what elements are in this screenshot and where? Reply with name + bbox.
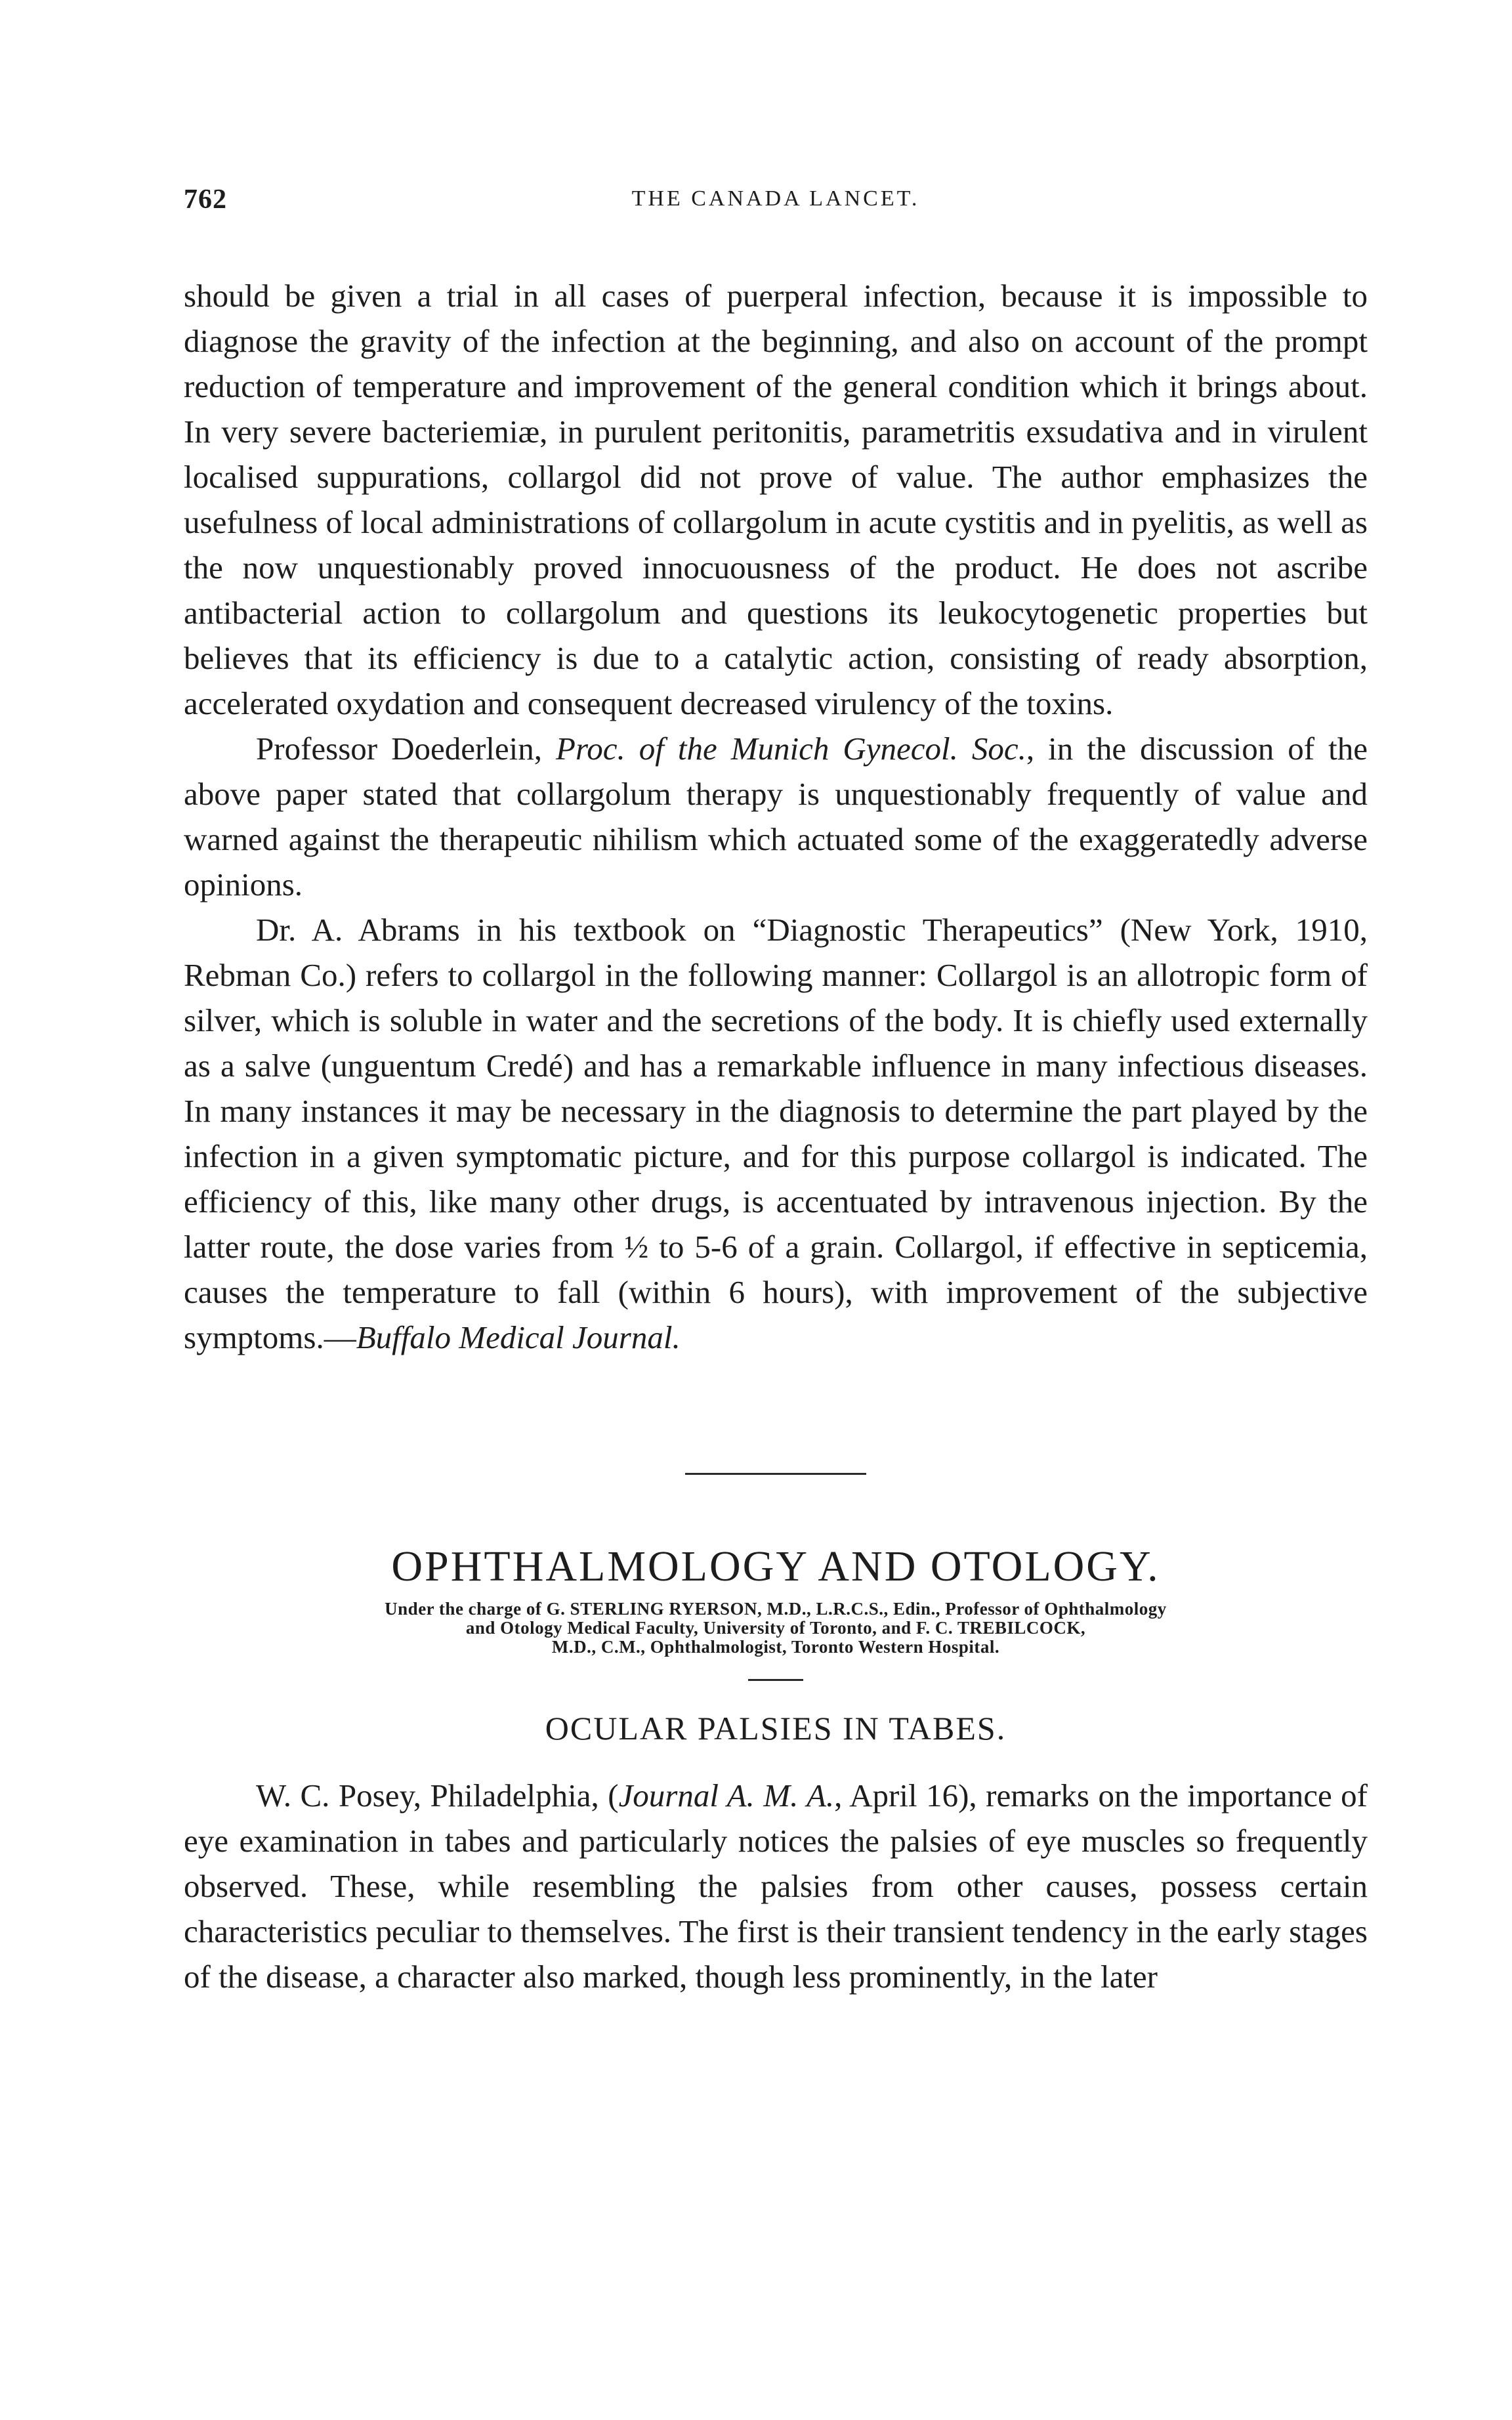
paragraph-collargol-continued: should be given a trial in all cases of puerperal infection, because it is impossible to diagnose the gravity of the infection at the beginning, and also on account of the prompt reduction of temperature and improvement of the general condition which it brings about. In very severe bacteriemiæ, in purulent peritonitis, parametritis exsudativa and in virulent localised suppurations, collargol did not prove of value. The author emphasizes the usefulness of local administrations of collargolum in acute cystitis and in pyelitis, as well as the now unquestionably proved innocuousness of the product. He does not ascribe antibacterial action to collargolum and questions its leukocytogenetic properties but believes that its efficiency is due to a catalytic action, consisting of ready absorption, accelerated oxydation and consequent decreased virulency of the toxins. [184, 278, 1368, 721]
editors-line-1: Under the charge of G. STERLING RYERSON, M.D., L.R.C.S., Edin., Professor of Ophthalmology [385, 1599, 1167, 1619]
section-title: OPHTHALMOLOGY AND OTOLOGY. [391, 1542, 1160, 1590]
paragraph-doederlein-rest: , in the discussion of the above paper stated that collargolum therapy is unquestionably frequently of value and warned against the therapeutic nihilism which actuated some of the exaggeratedly adverse opinions. [184, 731, 1368, 902]
citation-journal-ama: Journal A. M. A. [618, 1777, 835, 1814]
paragraph-abrams [184, 907, 1368, 1360]
editors-line-2: and Otology Medical Faculty, University of Toronto, and F. C. TREBILCOCK, [465, 1618, 1086, 1638]
journal-title: THE CANADA LANCET. [631, 186, 920, 211]
paragraph-abrams-text: Dr. A. Abrams in his textbook on “Diagnostic Therapeutics” (New York, 1910, Rebman Co.) refers to collargol in the following manner: Collargol is an allotropic form of silver, which is soluble in water and the secretions of the body. It is chiefly used externally as a salve (unguentum Credé) and has a remarkable influence in many infectious diseases. In many instances it may be necessary in the diagnosis to determine the part played by the infection in a given symptomatic picture, and for this purpose collargol is indicated. The efficiency of this, like many other drugs, is accentuated by intravenous injection. By the latter route, the dose varies from ½ to 5-6 of a grain. Collargol, if effective in septicemia, causes the temperature to fall (within 6 hours), with improvement of the subjective symptoms.— [184, 912, 1368, 1355]
editors-line-3: M.D., C.M., Ophthalmologist, Toronto Western Hospital. [551, 1637, 1000, 1657]
section-divider-rule [685, 1473, 866, 1475]
source-buffalo-medical-journal: Buffalo Medical Journal. [356, 1319, 681, 1355]
paragraph-posey-rest: , April 16), remarks on the importance of eye examination in tabes and particularly notices the palsies of eye muscles so frequently observed. These, while resembling the palsies from other causes, possess certain characteristics peculiar to themselves. The first is their transient tendency in the early stages of the disease, a character also marked, though less prominently, in the later [184, 1777, 1368, 1995]
section-editors [184, 1600, 1368, 1657]
paragraph-doederlein [184, 726, 1368, 907]
paragraph-posey [184, 1773, 1368, 1999]
article-title: OCULAR PALSIES IN TABES. [545, 1710, 1007, 1747]
article-divider-rule [748, 1679, 803, 1681]
paragraph-doederlein-lead: Professor Doederlein, [256, 731, 556, 767]
document-page [184, 184, 1368, 1999]
page-number: 762 [184, 184, 227, 215]
running-head [184, 184, 1368, 223]
citation-munich-gynecol: Proc. of the Munich Gynecol. Soc. [556, 731, 1026, 767]
paragraph-posey-lead: W. C. Posey, Philadelphia, ( [256, 1777, 619, 1814]
